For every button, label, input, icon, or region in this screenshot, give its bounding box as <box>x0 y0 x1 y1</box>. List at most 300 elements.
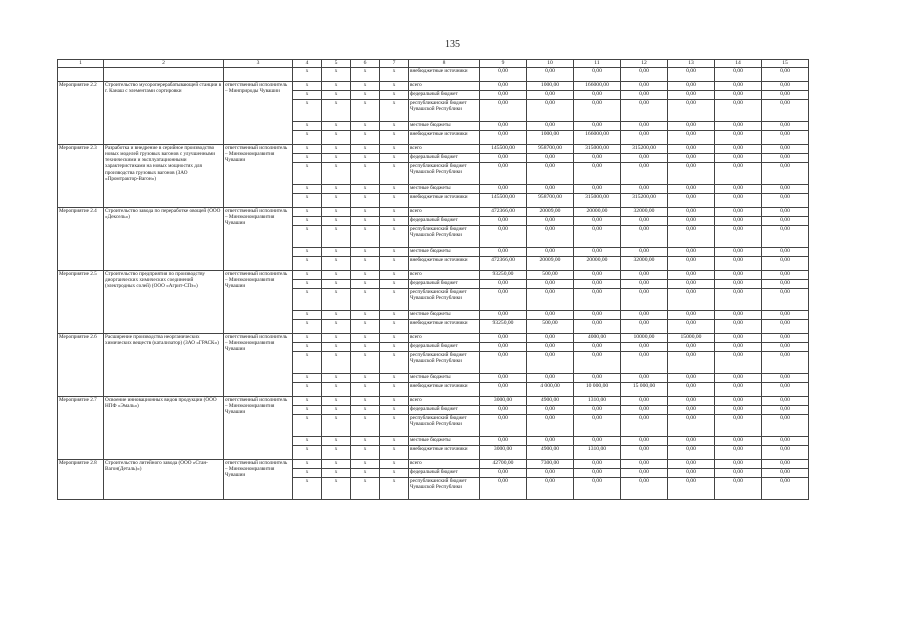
x-mark-cell: х <box>293 225 322 247</box>
x-mark-cell: х <box>322 184 351 193</box>
x-mark-cell: х <box>380 256 409 270</box>
amount-cell: 0,00 <box>621 81 668 90</box>
x-mark-cell: х <box>293 396 322 405</box>
funding-source-cell: федеральный бюджет <box>409 405 480 414</box>
funding-source-cell: местные бюджеты <box>409 184 480 193</box>
funding-source-cell: всего <box>409 81 480 90</box>
amount-cell: 0,00 <box>762 396 809 405</box>
amount-cell: 0,00 <box>762 468 809 477</box>
amount-cell: 0,00 <box>480 382 527 396</box>
amount-cell: 0,00 <box>621 99 668 121</box>
x-mark-cell: х <box>322 99 351 121</box>
amount-cell: 0,00 <box>668 459 715 468</box>
x-mark-cell: х <box>322 81 351 90</box>
amount-cell: 0,00 <box>621 162 668 184</box>
header-cell: 6 <box>351 60 380 68</box>
amount-cell: 145500,00 <box>480 144 527 153</box>
amount-cell: 315000,00 <box>574 193 621 207</box>
amount-cell: 0,00 <box>762 153 809 162</box>
funding-source-cell: внебюджетные источники <box>409 445 480 459</box>
funding-source-cell: федеральный бюджет <box>409 90 480 99</box>
amount-cell: 20000,00 <box>574 207 621 216</box>
x-mark-cell: х <box>322 216 351 225</box>
x-mark-cell: х <box>351 382 380 396</box>
amount-cell: 0,00 <box>621 373 668 382</box>
amount-cell: 0,00 <box>527 153 574 162</box>
x-mark-cell: х <box>322 468 351 477</box>
amount-cell: 0,00 <box>762 459 809 468</box>
x-mark-cell: х <box>380 373 409 382</box>
x-mark-cell: х <box>322 279 351 288</box>
funding-source-cell: республиканский бюджет Чувашской Республики <box>409 414 480 436</box>
x-mark-cell: х <box>351 81 380 90</box>
x-mark-cell: х <box>293 459 322 468</box>
amount-cell: 0,00 <box>574 184 621 193</box>
x-mark-cell: х <box>293 247 322 256</box>
amount-cell: 0,00 <box>527 405 574 414</box>
funding-source-cell: внебюджетные источники <box>409 319 480 333</box>
amount-cell: 0,00 <box>527 288 574 310</box>
x-mark-cell: х <box>380 144 409 153</box>
event-executor-cell: ответственный исполнитель – Минэкономразвития Чувашии <box>224 459 293 499</box>
table-row <box>58 207 809 216</box>
amount-cell: 315200,00 <box>621 144 668 153</box>
amount-cell: 0,00 <box>574 162 621 184</box>
x-mark-cell: х <box>322 445 351 459</box>
amount-cell: 0,00 <box>668 121 715 130</box>
x-mark-cell: х <box>293 162 322 184</box>
funding-source-cell: внебюджетные источники <box>409 382 480 396</box>
x-mark-cell: х <box>322 256 351 270</box>
x-mark-cell: х <box>293 216 322 225</box>
amount-cell: 0,00 <box>480 333 527 342</box>
x-mark-cell: х <box>351 342 380 351</box>
amount-cell: 0,00 <box>668 162 715 184</box>
amount-cell: 4 000,00 <box>527 382 574 396</box>
x-mark-cell: х <box>322 459 351 468</box>
amount-cell: 0,00 <box>762 342 809 351</box>
amount-cell: 0,00 <box>715 90 762 99</box>
amount-cell: 0,00 <box>668 130 715 144</box>
header-cell: 10 <box>527 60 574 68</box>
table-row <box>58 333 809 342</box>
x-mark-cell: х <box>351 144 380 153</box>
x-mark-cell: х <box>293 153 322 162</box>
amount-cell: 0,00 <box>527 99 574 121</box>
x-mark-cell: х <box>322 414 351 436</box>
x-mark-cell: х <box>351 67 380 81</box>
x-mark-cell: х <box>322 319 351 333</box>
amount-cell: 0,00 <box>574 436 621 445</box>
amount-cell: 0,00 <box>668 382 715 396</box>
amount-cell: 0,00 <box>668 184 715 193</box>
amount-cell: 0,00 <box>762 436 809 445</box>
amount-cell: 0,00 <box>715 414 762 436</box>
amount-cell: 0,00 <box>715 342 762 351</box>
amount-cell: 0,00 <box>574 288 621 310</box>
x-mark-cell: х <box>322 270 351 279</box>
amount-cell: 0,00 <box>574 247 621 256</box>
funding-source-cell: федеральный бюджет <box>409 342 480 351</box>
amount-cell: 0,00 <box>715 310 762 319</box>
funding-source-cell: республиканский бюджет Чувашской Республики <box>409 99 480 121</box>
amount-cell: 0,00 <box>762 405 809 414</box>
amount-cell: 0,00 <box>762 225 809 247</box>
funding-source-cell: внебюджетные источники <box>409 130 480 144</box>
x-mark-cell: х <box>322 225 351 247</box>
continuation-name-cell <box>104 67 224 81</box>
amount-cell: 0,00 <box>480 373 527 382</box>
amount-cell: 0,00 <box>715 162 762 184</box>
x-mark-cell: х <box>380 288 409 310</box>
amount-cell: 0,00 <box>762 270 809 279</box>
funding-source-cell: федеральный бюджет <box>409 468 480 477</box>
x-mark-cell: х <box>351 121 380 130</box>
x-mark-cell: х <box>351 256 380 270</box>
amount-cell: 0,00 <box>668 351 715 373</box>
event-name-cell: Строительство завода по переработке овощей (ООО «Дексель») <box>104 207 224 270</box>
x-mark-cell: х <box>293 270 322 279</box>
event-name-cell: Строительство литейного завода (ООО «Стан-Вагон(Деталь)») <box>104 459 224 499</box>
amount-cell: 0,00 <box>668 99 715 121</box>
funding-source-cell: местные бюджеты <box>409 436 480 445</box>
x-mark-cell: х <box>351 153 380 162</box>
amount-cell: 20009,00 <box>527 207 574 216</box>
amount-cell: 1000,00 <box>527 130 574 144</box>
amount-cell: 0,00 <box>715 459 762 468</box>
amount-cell: 0,00 <box>715 382 762 396</box>
amount-cell: 0,00 <box>480 310 527 319</box>
x-mark-cell: х <box>380 216 409 225</box>
amount-cell: 0,00 <box>574 459 621 468</box>
amount-cell: 0,00 <box>762 130 809 144</box>
amount-cell: 0,00 <box>480 153 527 162</box>
table-row <box>58 270 809 279</box>
amount-cell: 4000,00 <box>574 333 621 342</box>
funding-source-cell: местные бюджеты <box>409 121 480 130</box>
amount-cell: 0,00 <box>480 121 527 130</box>
header-row <box>58 60 809 68</box>
amount-cell: 0,00 <box>621 459 668 468</box>
amount-cell: 0,00 <box>715 477 762 499</box>
amount-cell: 0,00 <box>480 468 527 477</box>
amount-cell: 0,00 <box>574 67 621 81</box>
amount-cell: 0,00 <box>527 414 574 436</box>
amount-cell: 0,00 <box>715 288 762 310</box>
x-mark-cell: х <box>293 342 322 351</box>
amount-cell: 0,00 <box>762 477 809 499</box>
amount-cell: 0,00 <box>668 153 715 162</box>
x-mark-cell: х <box>293 405 322 414</box>
header-cell: 13 <box>668 60 715 68</box>
amount-cell: 0,00 <box>668 67 715 81</box>
amount-cell: 4900,00 <box>527 445 574 459</box>
amount-cell: 0,00 <box>762 90 809 99</box>
amount-cell: 0,00 <box>762 288 809 310</box>
funding-source-cell: внебюджетные источники <box>409 193 480 207</box>
x-mark-cell: х <box>293 90 322 99</box>
amount-cell: 958700,00 <box>527 193 574 207</box>
header-cell: 3 <box>224 60 293 68</box>
x-mark-cell: х <box>351 396 380 405</box>
amount-cell: 0,00 <box>668 207 715 216</box>
amount-cell: 1310,00 <box>574 396 621 405</box>
amount-cell: 0,00 <box>621 405 668 414</box>
x-mark-cell: х <box>322 333 351 342</box>
amount-cell: 0,00 <box>715 373 762 382</box>
amount-cell: 0,00 <box>762 333 809 342</box>
amount-cell: 315000,00 <box>574 144 621 153</box>
amount-cell: 0,00 <box>715 468 762 477</box>
amount-cell: 0,00 <box>621 288 668 310</box>
amount-cell: 0,00 <box>762 382 809 396</box>
x-mark-cell: х <box>322 121 351 130</box>
x-mark-cell: х <box>293 351 322 373</box>
amount-cell: 0,00 <box>480 130 527 144</box>
amount-cell: 0,00 <box>574 216 621 225</box>
x-mark-cell: х <box>293 130 322 144</box>
amount-cell: 166000,00 <box>574 130 621 144</box>
amount-cell: 0,00 <box>715 319 762 333</box>
amount-cell: 0,00 <box>480 247 527 256</box>
amount-cell: 0,00 <box>715 405 762 414</box>
funding-source-cell: федеральный бюджет <box>409 216 480 225</box>
amount-cell: 0,00 <box>621 67 668 81</box>
x-mark-cell: х <box>380 333 409 342</box>
header-cell: 7 <box>380 60 409 68</box>
x-mark-cell: х <box>351 90 380 99</box>
x-mark-cell: х <box>380 270 409 279</box>
header-cell: 14 <box>715 60 762 68</box>
x-mark-cell: х <box>351 162 380 184</box>
amount-cell: 0,00 <box>527 184 574 193</box>
x-mark-cell: х <box>293 288 322 310</box>
header-cell: 4 <box>293 60 322 68</box>
amount-cell: 0,00 <box>715 130 762 144</box>
amount-cell: 0,00 <box>527 162 574 184</box>
amount-cell: 0,00 <box>762 445 809 459</box>
x-mark-cell: х <box>293 333 322 342</box>
x-mark-cell: х <box>380 436 409 445</box>
amount-cell: 0,00 <box>621 279 668 288</box>
amount-cell: 0,00 <box>715 279 762 288</box>
x-mark-cell: х <box>351 216 380 225</box>
x-mark-cell: х <box>322 193 351 207</box>
amount-cell: 0,00 <box>621 216 668 225</box>
amount-cell: 0,00 <box>715 351 762 373</box>
x-mark-cell: х <box>351 193 380 207</box>
amount-cell: 0,00 <box>527 333 574 342</box>
x-mark-cell: х <box>351 184 380 193</box>
amount-cell: 0,00 <box>621 342 668 351</box>
amount-cell: 0,00 <box>574 279 621 288</box>
x-mark-cell: х <box>380 342 409 351</box>
funding-source-cell: местные бюджеты <box>409 373 480 382</box>
funding-source-cell: местные бюджеты <box>409 310 480 319</box>
amount-cell: 0,00 <box>715 436 762 445</box>
x-mark-cell: х <box>293 184 322 193</box>
amount-cell: 0,00 <box>621 270 668 279</box>
amount-cell: 0,00 <box>715 445 762 459</box>
budget-table <box>57 59 809 500</box>
x-mark-cell: х <box>351 319 380 333</box>
x-mark-cell: х <box>380 184 409 193</box>
amount-cell: 0,00 <box>668 193 715 207</box>
x-mark-cell: х <box>293 414 322 436</box>
amount-cell: 0,00 <box>668 288 715 310</box>
amount-cell: 0,00 <box>621 247 668 256</box>
amount-cell: 0,00 <box>621 130 668 144</box>
amount-cell: 0,00 <box>527 436 574 445</box>
amount-cell: 0,00 <box>480 162 527 184</box>
amount-cell: 0,00 <box>762 279 809 288</box>
amount-cell: 0,00 <box>574 373 621 382</box>
amount-cell: 0,00 <box>621 184 668 193</box>
amount-cell: 32000,00 <box>621 256 668 270</box>
amount-cell: 0,00 <box>574 351 621 373</box>
amount-cell: 0,00 <box>480 351 527 373</box>
event-executor-cell: ответственный исполнитель – Минэкономразвития Чувашии <box>224 270 293 333</box>
amount-cell: 0,00 <box>621 90 668 99</box>
x-mark-cell: х <box>380 153 409 162</box>
amount-cell: 0,00 <box>527 351 574 373</box>
event-name-cell: Расширение производства неорганических химических веществ (катализатор) (ЗАО «ГРАСК») <box>104 333 224 396</box>
amount-cell: 3000,00 <box>480 445 527 459</box>
amount-cell: 1000,00 <box>527 81 574 90</box>
amount-cell: 0,00 <box>715 184 762 193</box>
header-cell: 15 <box>762 60 809 68</box>
x-mark-cell: х <box>322 396 351 405</box>
funding-source-cell: республиканский бюджет Чувашской Республики <box>409 225 480 247</box>
amount-cell: 0,00 <box>574 319 621 333</box>
event-id-cell: Мероприятие 2.5 <box>58 270 104 333</box>
x-mark-cell: х <box>380 310 409 319</box>
amount-cell: 0,00 <box>527 90 574 99</box>
amount-cell: 20009,00 <box>527 256 574 270</box>
amount-cell: 0,00 <box>668 279 715 288</box>
amount-cell: 0,00 <box>574 121 621 130</box>
event-executor-cell: ответственный исполнитель – Минэкономразвития Чувашии <box>224 333 293 396</box>
x-mark-cell: х <box>293 310 322 319</box>
amount-cell: 0,00 <box>480 414 527 436</box>
event-name-cell: Строительство предприятия по производству диоргаических химических соединений (электродных солей) (ООО «Агрит-СПэ») <box>104 270 224 333</box>
amount-cell: 0,00 <box>762 256 809 270</box>
table-row <box>58 459 809 468</box>
x-mark-cell: х <box>351 477 380 499</box>
amount-cell: 0,00 <box>715 256 762 270</box>
amount-cell: 0,00 <box>762 162 809 184</box>
event-id-cell: Мероприятие 2.2 <box>58 81 104 144</box>
amount-cell: 500,00 <box>527 270 574 279</box>
amount-cell: 0,00 <box>668 81 715 90</box>
amount-cell: 3000,00 <box>480 396 527 405</box>
x-mark-cell: х <box>293 436 322 445</box>
x-mark-cell: х <box>380 445 409 459</box>
x-mark-cell: х <box>351 310 380 319</box>
amount-cell: 0,00 <box>527 121 574 130</box>
x-mark-cell: х <box>380 247 409 256</box>
header-cell: 2 <box>104 60 224 68</box>
amount-cell: 0,00 <box>621 121 668 130</box>
x-mark-cell: х <box>380 99 409 121</box>
x-mark-cell: х <box>351 373 380 382</box>
x-mark-cell: х <box>380 405 409 414</box>
x-mark-cell: х <box>322 436 351 445</box>
amount-cell: 0,00 <box>527 225 574 247</box>
amount-cell: 0,00 <box>668 436 715 445</box>
amount-cell: 0,00 <box>668 319 715 333</box>
x-mark-cell: х <box>293 67 322 81</box>
event-id-cell: Мероприятие 2.4 <box>58 207 104 270</box>
x-mark-cell: х <box>322 405 351 414</box>
amount-cell: 0,00 <box>480 67 527 81</box>
amount-cell: 20000,00 <box>574 256 621 270</box>
x-mark-cell: х <box>351 414 380 436</box>
x-mark-cell: х <box>293 81 322 90</box>
amount-cell: 0,00 <box>715 144 762 153</box>
amount-cell: 0,00 <box>621 468 668 477</box>
x-mark-cell: х <box>351 445 380 459</box>
x-mark-cell: х <box>293 445 322 459</box>
x-mark-cell: х <box>322 67 351 81</box>
amount-cell: 0,00 <box>480 99 527 121</box>
header-cell: 5 <box>322 60 351 68</box>
amount-cell: 0,00 <box>668 90 715 99</box>
continuation-exec-cell <box>224 67 293 81</box>
amount-cell: 0,00 <box>621 319 668 333</box>
x-mark-cell: х <box>380 351 409 373</box>
amount-cell: 0,00 <box>715 225 762 247</box>
x-mark-cell: х <box>322 373 351 382</box>
amount-cell: 0,00 <box>668 310 715 319</box>
x-mark-cell: х <box>380 67 409 81</box>
amount-cell: 0,00 <box>574 153 621 162</box>
x-mark-cell: х <box>380 279 409 288</box>
x-mark-cell: х <box>351 468 380 477</box>
amount-cell: 0,00 <box>762 99 809 121</box>
x-mark-cell: х <box>293 144 322 153</box>
x-mark-cell: х <box>322 288 351 310</box>
x-mark-cell: х <box>293 319 322 333</box>
x-mark-cell: х <box>322 162 351 184</box>
amount-cell: 0,00 <box>715 216 762 225</box>
event-executor-cell: ответственный исполнитель – Минэкономразвития Чувашии <box>224 396 293 459</box>
x-mark-cell: х <box>380 459 409 468</box>
funding-source-cell: всего <box>409 459 480 468</box>
amount-cell: 1310,00 <box>574 445 621 459</box>
amount-cell: 0,00 <box>715 207 762 216</box>
funding-source-cell: всего <box>409 333 480 342</box>
x-mark-cell: х <box>322 351 351 373</box>
amount-cell: 0,00 <box>715 247 762 256</box>
amount-cell: 0,00 <box>480 184 527 193</box>
amount-cell: 0,00 <box>480 216 527 225</box>
amount-cell: 0,00 <box>527 67 574 81</box>
amount-cell: 958700,00 <box>527 144 574 153</box>
amount-cell: 0,00 <box>762 81 809 90</box>
amount-cell: 472366,00 <box>480 256 527 270</box>
amount-cell: 0,00 <box>621 414 668 436</box>
amount-cell: 0,00 <box>668 342 715 351</box>
table-body <box>58 60 809 500</box>
amount-cell: 0,00 <box>668 405 715 414</box>
amount-cell: 0,00 <box>762 207 809 216</box>
x-mark-cell: х <box>293 382 322 396</box>
amount-cell: 0,00 <box>480 90 527 99</box>
header-cell: 8 <box>409 60 480 68</box>
x-mark-cell: х <box>293 99 322 121</box>
amount-cell: 0,00 <box>574 270 621 279</box>
